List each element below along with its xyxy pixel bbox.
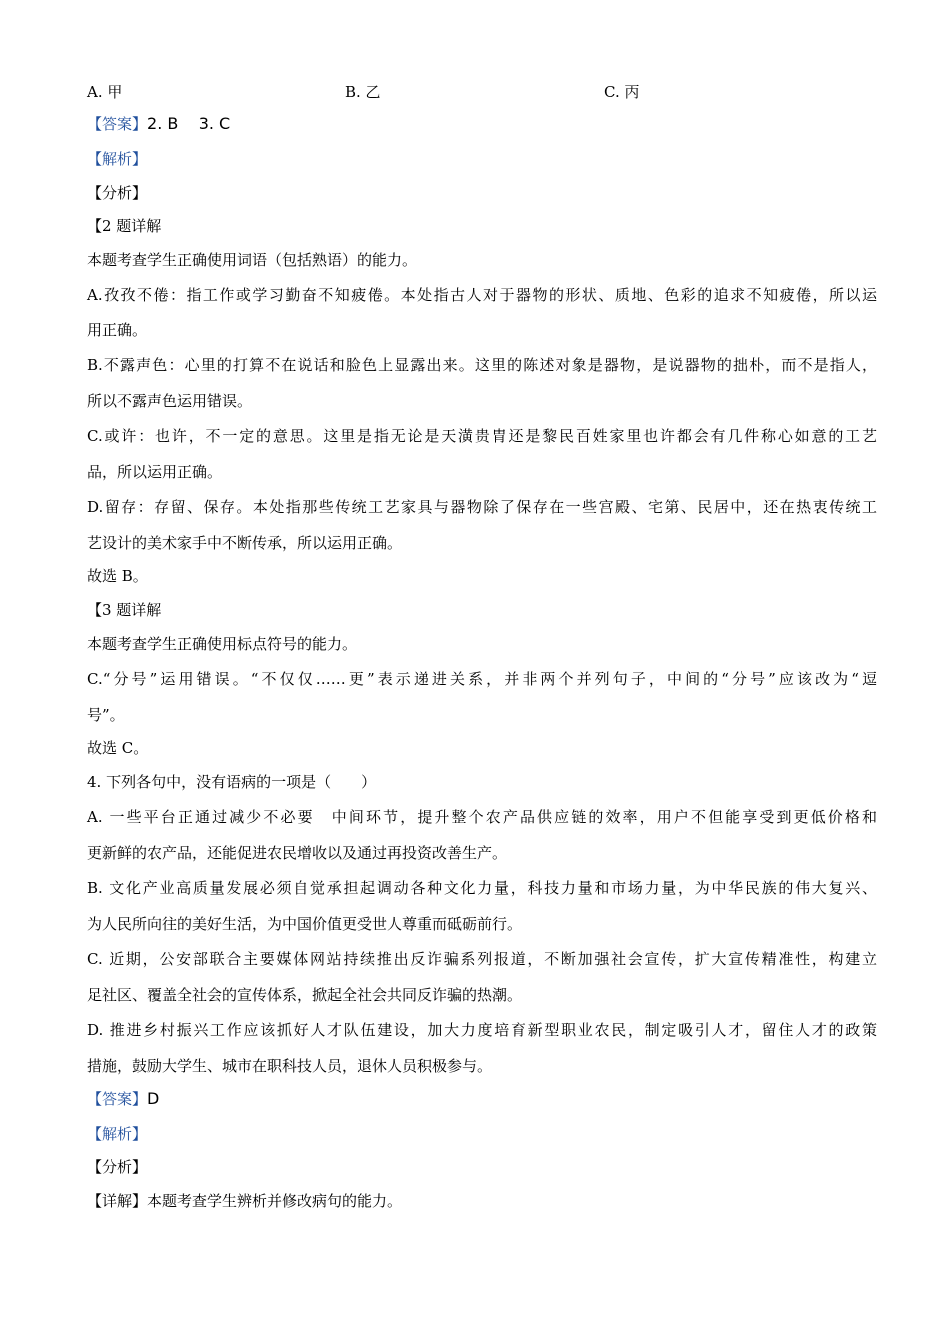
answer-row-2-3 xyxy=(87,114,877,134)
q4-option-b-line2: 为人民所向往的美好生活，为中国价值更受世人尊重而砥砺前行。 xyxy=(87,915,523,933)
q3-option-c-line2: 号”。 xyxy=(87,706,125,724)
q2-option-d-line1: D.留存：存留、保存。本处指那些传统工艺家具与器物除了保存在一些宫殿、宅第、民居中，还在热衷传统工 xyxy=(87,498,877,516)
detail-text-4: 本题考查学生辨析并修改病句的能力。 xyxy=(147,1192,403,1210)
answer-tag: 【答案】 xyxy=(87,115,148,133)
answer-value-4: D xyxy=(147,1089,160,1108)
q3-option-c-line1: C.“分号”运用错误。“不仅仅……更”表示递进关系，并非两个并列句子，中间的“分号”应该改为“逗 xyxy=(87,670,877,688)
q4-option-d-line2: 措施，鼓励大学生、城市在职科技人员，退休人员积极参与。 xyxy=(87,1057,493,1075)
analysis-tag: 【解析】 xyxy=(87,150,148,168)
q2-option-b-line2: 所以不露声色运用错误。 xyxy=(87,392,253,410)
answer-value: 2. B 3. C xyxy=(147,114,231,133)
q2-heading: 【2 题详解 xyxy=(87,217,162,235)
q2-choice: 故选 B。 xyxy=(87,567,148,585)
q2-option-c-line1: C.或许：也许，不一定的意思。这里是指无论是天潢贵胄还是黎民百姓家里也许都会有几件称心如意的工艺 xyxy=(87,427,877,445)
fenxi-tag-4: 【分析】 xyxy=(87,1158,148,1176)
q2-option-a-line2: 用正确。 xyxy=(87,321,148,339)
q4-option-a-line2: 更新鲜的农产品，还能促进农民增收以及通过再投资改善生产。 xyxy=(87,844,508,862)
option-c: C. 丙 xyxy=(604,83,640,101)
detail-tag-4: 【详解】 xyxy=(87,1192,148,1210)
q4-stem: 4. 下列各句中，没有语病的一项是（ ） xyxy=(87,773,377,791)
option-a: A. 甲 xyxy=(87,83,123,101)
q2-option-c-line2: 品，所以运用正确。 xyxy=(87,463,223,481)
q2-option-a-line1: A.孜孜不倦：指工作或学习勤奋不知疲倦。本处指古人对于器物的形状、质地、色彩的追求不知疲倦，所以运 xyxy=(87,286,877,304)
detail-row-4 xyxy=(87,1191,877,1211)
answer-row-4 xyxy=(87,1089,877,1109)
answer-tag-4: 【答案】 xyxy=(87,1090,148,1108)
q2-option-b-line1: B.不露声色：心里的打算不在说话和脸色上显露出来。这里的陈述对象是器物，是说器物的拙朴，而不是指人， xyxy=(87,356,877,374)
q4-option-c-line1: C. 近期，公安部联合主要媒体网站持续推出反诈骗系列报道，不断加强社会宣传，扩大宣传精准性，构建立 xyxy=(87,950,877,968)
q3-heading: 【3 题详解 xyxy=(87,601,162,619)
option-b: B. 乙 xyxy=(345,83,381,101)
q2-option-d-line2: 艺设计的美术家手中不断传承，所以运用正确。 xyxy=(87,534,403,552)
q4-option-b-line1: B. 文化产业高质量发展必须自觉承担起调动各种文化力量，科技力量和市场力量，为中华民族的伟大复兴、 xyxy=(87,879,877,897)
q4-option-d-line1: D. 推进乡村振兴工作应该抓好人才队伍建设，加大力度培育新型职业农民，制定吸引人才，留住人才的政策 xyxy=(87,1021,877,1039)
analysis-tag-4: 【解析】 xyxy=(87,1125,148,1143)
fenxi-tag: 【分析】 xyxy=(87,184,148,202)
q2-intro: 本题考查学生正确使用词语（包括熟语）的能力。 xyxy=(87,251,418,269)
q3-choice: 故选 C。 xyxy=(87,739,149,757)
q3-intro: 本题考查学生正确使用标点符号的能力。 xyxy=(87,635,358,653)
q4-option-c-line2: 足社区、覆盖全社会的宣传体系，掀起全社会共同反诈骗的热潮。 xyxy=(87,986,523,1004)
q4-option-a-line1: A. 一些平台正通过减少不必要 中间环节，提升整个农产品供应链的效率，用户不但能享受到更低价格和 xyxy=(87,808,877,826)
